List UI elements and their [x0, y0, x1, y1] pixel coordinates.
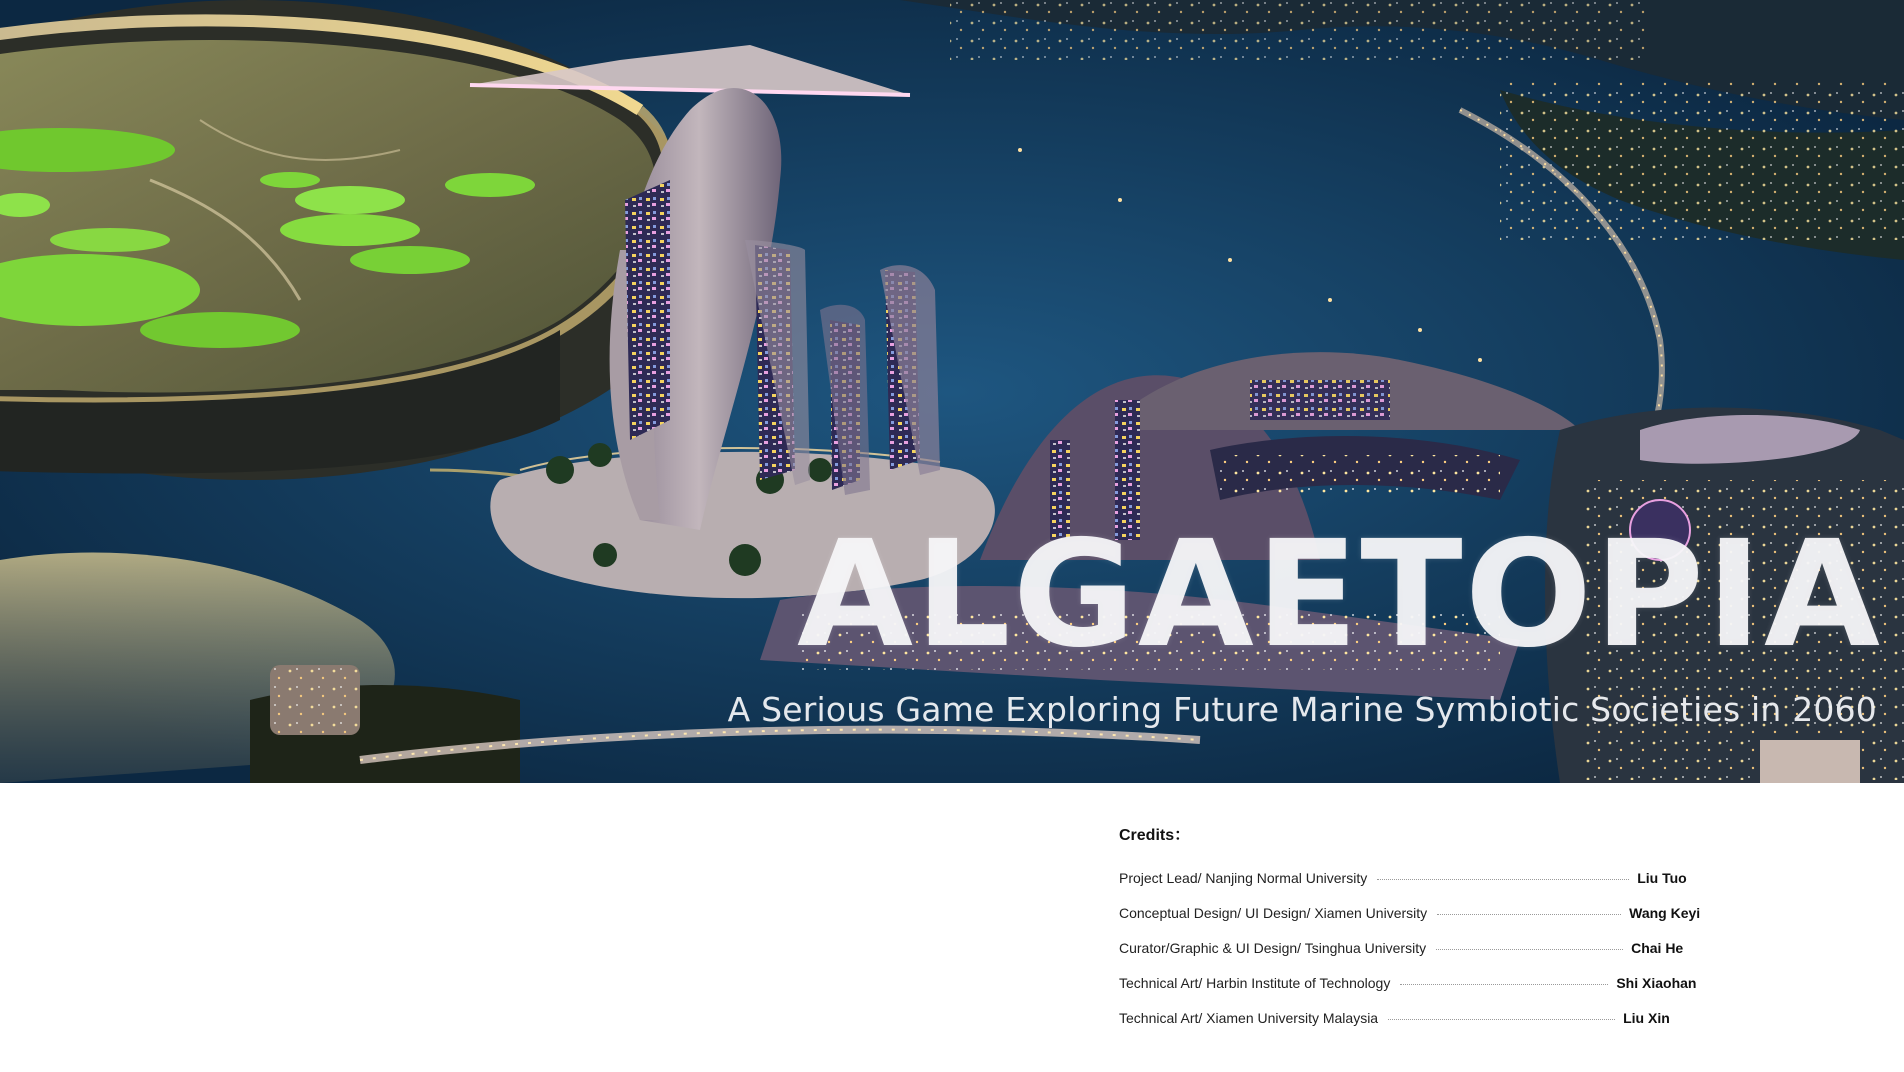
- dotted-leader: [1377, 879, 1629, 880]
- credits-heading: Credits：: [1119, 827, 1191, 844]
- credit-row: [1119, 930, 1739, 965]
- game-subtitle: A Serious Game Exploring Future Marine Symbiotic Societies in 2060: [727, 690, 1877, 729]
- credit-role: Technical Art/ Xiamen University Malaysia: [1119, 1009, 1379, 1026]
- dotted-leader: [1388, 1019, 1615, 1020]
- credit-role: Technical Art/ Harbin Institute of Technology: [1119, 974, 1391, 991]
- dotted-leader: [1436, 949, 1623, 950]
- credit-row: [1119, 965, 1739, 1000]
- credit-role: Conceptual Design/ UI Design/ Xiamen University: [1119, 904, 1428, 921]
- credit-row: [1119, 1000, 1739, 1035]
- game-title: ALGAETOPIA: [796, 509, 1882, 681]
- credits-section: [1119, 825, 1739, 1035]
- credit-name: Shi Xiaohan: [1616, 974, 1697, 991]
- credit-name: Liu Xin: [1623, 1009, 1670, 1026]
- credit-row: [1119, 860, 1739, 895]
- credit-row: [1119, 895, 1739, 930]
- dotted-leader: [1437, 914, 1621, 915]
- credit-name: Wang Keyi: [1629, 904, 1701, 921]
- credit-role: Project Lead/ Nanjing Normal University: [1119, 869, 1368, 886]
- credit-name: Liu Tuo: [1637, 869, 1687, 886]
- credit-role: Curator/Graphic & UI Design/ Tsinghua University: [1119, 939, 1427, 956]
- dotted-leader: [1400, 984, 1608, 985]
- credit-name: Chai He: [1631, 939, 1684, 956]
